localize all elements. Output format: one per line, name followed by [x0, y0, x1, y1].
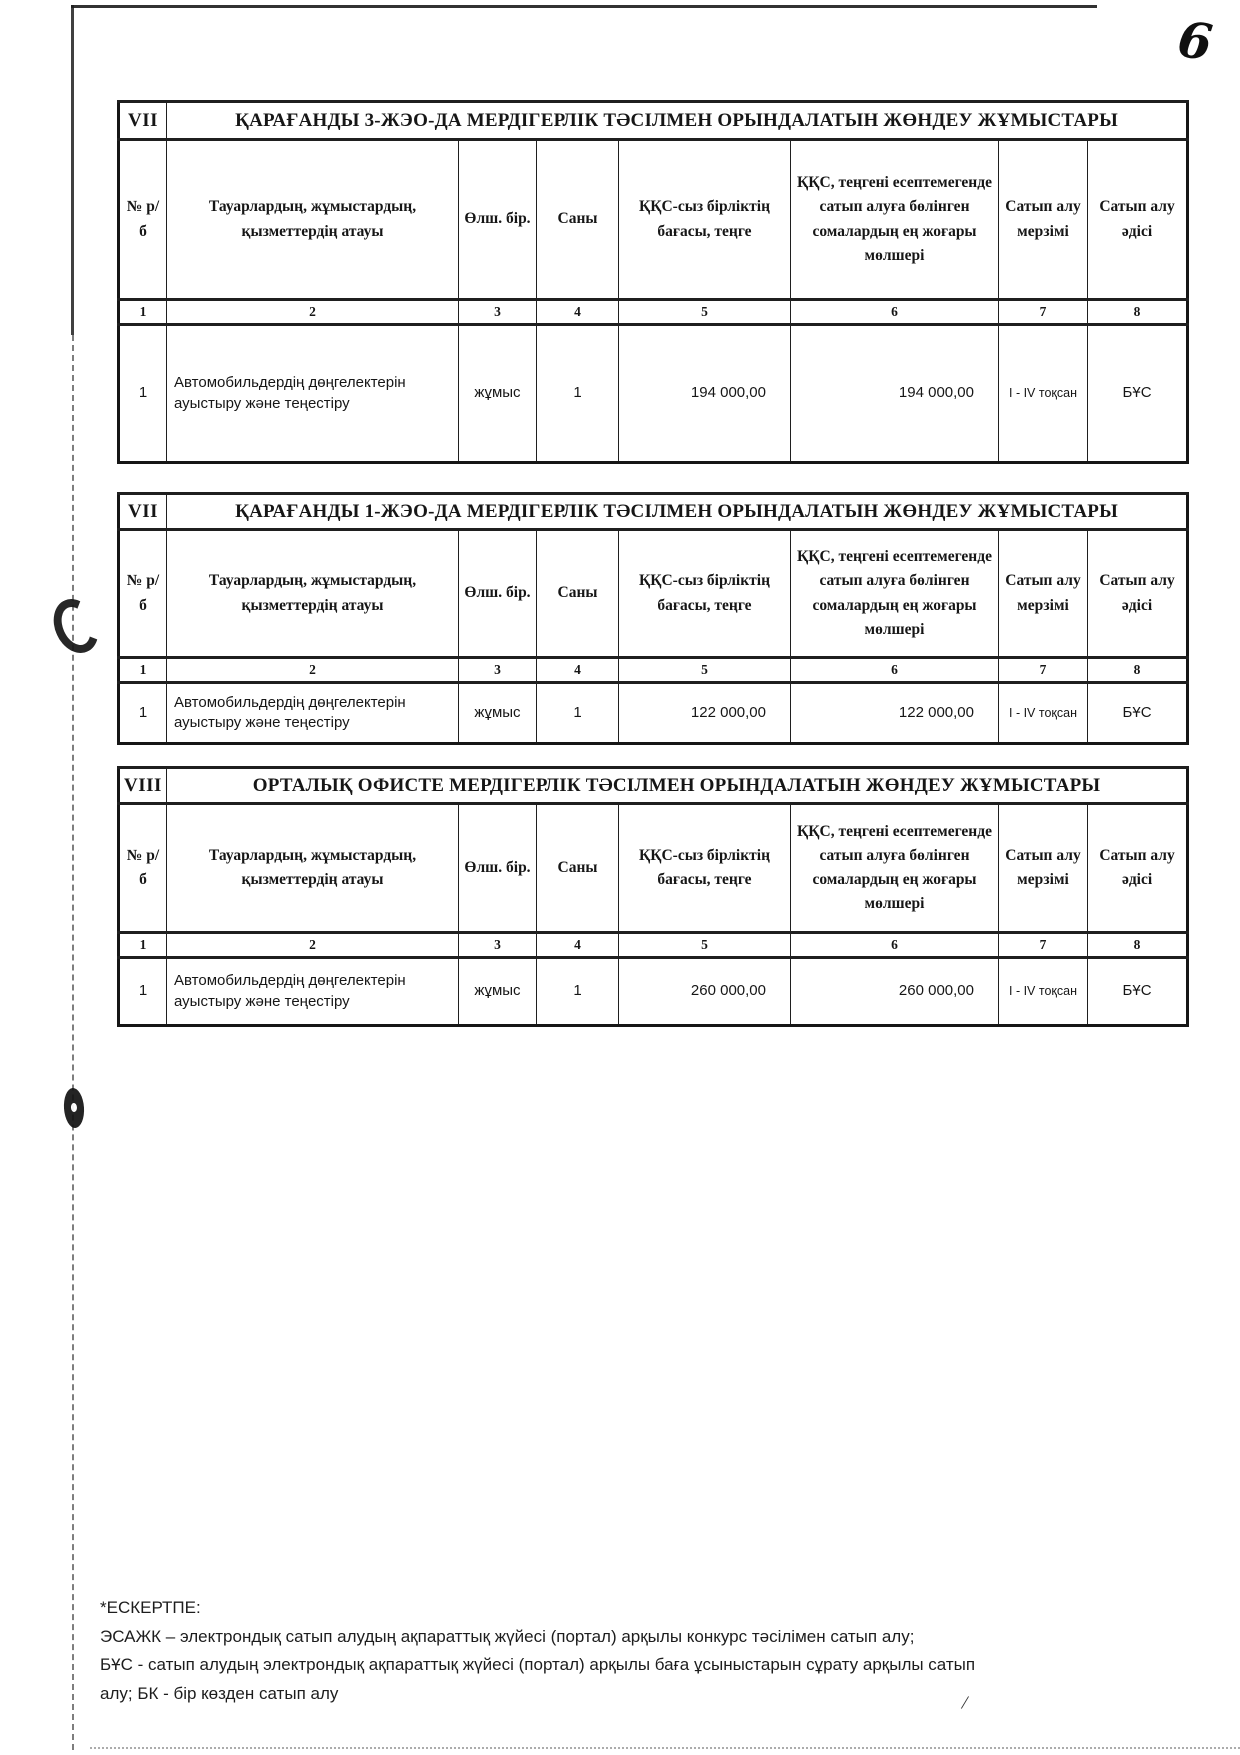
column-index: 2: [167, 658, 459, 683]
table-title-row: [119, 102, 1188, 140]
header-item-name: Тауарлардың, жұмыстардың, қызметтердің атауы: [167, 530, 459, 658]
cell-max-sum: 194 000,00: [791, 325, 999, 463]
cell-method: БҰС: [1088, 958, 1188, 1026]
header-item-name: Тауарлардың, жұмыстардың, қызметтердің атауы: [167, 140, 459, 300]
header-row-number: № р/б: [119, 140, 167, 300]
header-quantity: Саны: [537, 530, 619, 658]
column-index: 6: [791, 933, 999, 958]
binding-ink-blob-hole: [71, 1103, 78, 1112]
header-unit: Өлш. бір.: [459, 530, 537, 658]
column-index: 1: [119, 933, 167, 958]
stray-pen-mark: /: [959, 1691, 970, 1715]
header-quantity: Саны: [537, 804, 619, 933]
cell-quantity: 1: [537, 325, 619, 463]
footnote: [100, 1594, 1140, 1708]
cell-item-name: Автомобильдердің дөңгелектерін ауыстыру және теңестіру: [167, 683, 459, 744]
column-index: 5: [619, 933, 791, 958]
header-row-number: № р/б: [119, 530, 167, 658]
page-edge-bottom-line: [90, 1747, 1240, 1749]
table-title-row: [119, 494, 1188, 530]
table-row: [119, 325, 1188, 463]
column-number-row: [119, 933, 1188, 958]
column-index: 8: [1088, 300, 1188, 325]
column-index: 5: [619, 658, 791, 683]
section-number: VIII: [119, 768, 167, 804]
column-number-row: [119, 658, 1188, 683]
column-index: 2: [167, 933, 459, 958]
cell-term: I - IV тоқсан: [999, 683, 1088, 744]
table-central-office: [117, 766, 1189, 1027]
cell-method: БҰС: [1088, 325, 1188, 463]
column-index: 4: [537, 300, 619, 325]
column-index: 6: [791, 300, 999, 325]
cell-term: I - IV тоқсан: [999, 958, 1088, 1026]
table-header-row: [119, 804, 1188, 933]
cell-term: I - IV тоқсан: [999, 325, 1088, 463]
footnote-line: алу; БК - бір көзден сатып алу: [100, 1683, 339, 1703]
header-item-name: Тауарлардың, жұмыстардың, қызметтердің атауы: [167, 804, 459, 933]
handwritten-page-number: 6: [1174, 10, 1216, 72]
header-max-sum: ҚҚС, теңгені есептемегенде сатып алуға бөлінген сомалардың ең жоғары мөлшері: [791, 140, 999, 300]
table-karaganda-3-zheo: [117, 100, 1189, 464]
cell-method: БҰС: [1088, 683, 1188, 744]
header-quantity: Саны: [537, 140, 619, 300]
column-index: 7: [999, 300, 1088, 325]
header-method: Сатып алу әдісі: [1088, 140, 1188, 300]
cell-max-sum: 260 000,00: [791, 958, 999, 1026]
header-unit-price: ҚҚС-сыз бірліктің бағасы, теңге: [619, 804, 791, 933]
header-max-sum: ҚҚС, теңгені есептемегенде сатып алуға бөлінген сомалардың ең жоғары мөлшері: [791, 804, 999, 933]
table-title-row: [119, 768, 1188, 804]
table-karaganda-1-zheo: [117, 492, 1189, 745]
page-edge-left-line: [71, 5, 74, 335]
column-index: 3: [459, 933, 537, 958]
table-title: ОРТАЛЫҚ ОФИСТЕ МЕРДІГЕРЛІК ТӘСІЛМЕН ОРЫНДАЛАТЫН ЖӨНДЕУ ЖҰМЫСТАРЫ: [167, 768, 1188, 804]
section-number: VII: [119, 102, 167, 140]
cell-unit: жұмыс: [459, 958, 537, 1026]
column-index: 1: [119, 300, 167, 325]
cell-unit-price: 260 000,00: [619, 958, 791, 1026]
cell-quantity: 1: [537, 683, 619, 744]
column-index: 5: [619, 300, 791, 325]
column-index: 4: [537, 658, 619, 683]
header-unit: Өлш. бір.: [459, 140, 537, 300]
cell-unit-price: 194 000,00: [619, 325, 791, 463]
table-row: [119, 683, 1188, 744]
header-term: Сатып алу мерзімі: [999, 804, 1088, 933]
table-header-row: [119, 140, 1188, 300]
page-edge-left-dashed-line: [72, 335, 74, 1750]
header-method: Сатып алу әдісі: [1088, 804, 1188, 933]
cell-quantity: 1: [537, 958, 619, 1026]
header-max-sum: ҚҚС, теңгені есептемегенде сатып алуға бөлінген сомалардың ең жоғары мөлшері: [791, 530, 999, 658]
cell-unit-price: 122 000,00: [619, 683, 791, 744]
table-row: [119, 958, 1188, 1026]
header-term: Сатып алу мерзімі: [999, 140, 1088, 300]
column-index: 3: [459, 658, 537, 683]
column-index: 2: [167, 300, 459, 325]
table-title: ҚАРАҒАНДЫ 3-ЖЭО-ДА МЕРДІГЕРЛІК ТӘСІЛМЕН ОРЫНДАЛАТЫН ЖӨНДЕУ ЖҰМЫСТАРЫ: [167, 102, 1188, 140]
cell-row-number: 1: [119, 958, 167, 1026]
footnote-line: БҰС - сатып алудың электрондық ақпараттық жүйесі (портал) арқылы баға ұсыныстарын сұрату арқылы сатып: [100, 1655, 976, 1674]
page-edge-top-line: [71, 5, 1097, 8]
column-index: 4: [537, 933, 619, 958]
table-title: ҚАРАҒАНДЫ 1-ЖЭО-ДА МЕРДІГЕРЛІК ТӘСІЛМЕН ОРЫНДАЛАТЫН ЖӨНДЕУ ЖҰМЫСТАРЫ: [167, 494, 1188, 530]
header-unit-price: ҚҚС-сыз бірліктің бағасы, теңге: [619, 530, 791, 658]
cell-max-sum: 122 000,00: [791, 683, 999, 744]
footnote-title: *ЕСКЕРТПЕ:: [100, 1598, 201, 1617]
header-term: Сатып алу мерзімі: [999, 530, 1088, 658]
header-row-number: № р/б: [119, 804, 167, 933]
header-unit-price: ҚҚС-сыз бірліктің бағасы, теңге: [619, 140, 791, 300]
binding-ink-blob: [45, 592, 106, 660]
cell-unit: жұмыс: [459, 325, 537, 463]
column-number-row: [119, 300, 1188, 325]
footnote-line: ЭСАЖК – электрондық сатып алудың ақпараттық жүйесі (портал) арқылы конкурс тәсілімен сатып алу;: [100, 1626, 915, 1646]
cell-unit: жұмыс: [459, 683, 537, 744]
header-unit: Өлш. бір.: [459, 804, 537, 933]
header-method: Сатып алу әдісі: [1088, 530, 1188, 658]
table-header-row: [119, 530, 1188, 658]
column-index: 8: [1088, 658, 1188, 683]
column-index: 6: [791, 658, 999, 683]
cell-row-number: 1: [119, 325, 167, 463]
column-index: 8: [1088, 933, 1188, 958]
column-index: 7: [999, 658, 1088, 683]
binding-ink-blob: [63, 1087, 86, 1128]
cell-row-number: 1: [119, 683, 167, 744]
column-index: 1: [119, 658, 167, 683]
section-number: VII: [119, 494, 167, 530]
column-index: 7: [999, 933, 1088, 958]
column-index: 3: [459, 300, 537, 325]
cell-item-name: Автомобильдердің дөңгелектерін ауыстыру және теңестіру: [167, 958, 459, 1026]
cell-item-name: Автомобильдердің дөңгелектерін ауыстыру және теңестіру: [167, 325, 459, 463]
